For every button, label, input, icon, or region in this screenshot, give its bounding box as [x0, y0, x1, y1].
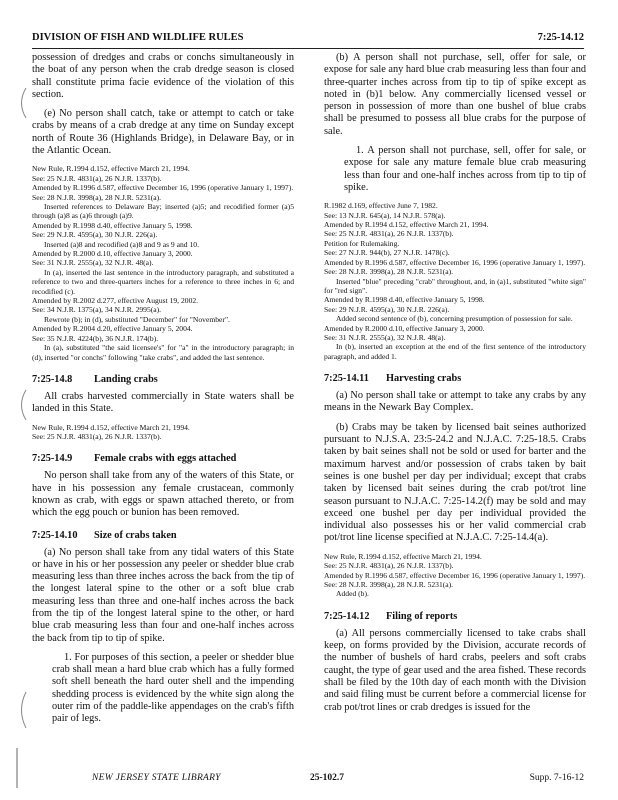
paragraph: (a) All persons commercially licensed to take crabs shall keep, on forms provided by the Division, accurate records of the number of bushels of hard crabs, peelers and soft crabs caught, the type of gear used and the area fished. These records shall be filed by the 10th day of each month with the Division and said filing must be current before a commercial license for crab pot/trot lines or crab dredges is issued for the: [324, 627, 586, 713]
history-note: Amended by R.2002 d.277, effective August 19, 2002.: [32, 296, 199, 306]
history-note: Amended by R.1996 d.587, effective December 16, 1996 (operative January 1, 1997).: [324, 257, 586, 267]
history-note: Amended by R.1996 d.587, effective December 16, 1996 (operative January 1, 1997).: [324, 570, 586, 580]
section-title: Filing of reports: [386, 610, 458, 622]
history-note: See: 25 N.J.R. 4831(a), 26 N.J.R. 1337(b).: [32, 431, 162, 441]
running-header: [32, 32, 584, 49]
section-heading: [32, 453, 294, 464]
history-note: Petition for Rulemaking.: [324, 238, 400, 248]
paragraph: (a) No person shall take from any tidal waters of this State or have in his or her possession any peeler or shedder blue crab measuring less than three inches across the back from the tip of the longest lateral spine to the other or a soft blue crab measuring less than three and one-half inches across the back from the tip of the longest lateral spine to the other, or hard blue crab measuring less than four and one-half inches across the back from tip to tip of spike.: [32, 546, 294, 644]
section-heading: [324, 611, 586, 622]
section-heading: [32, 374, 294, 385]
history-note: New Rule, R.1994 d.152, effective March 21, 1994.: [32, 164, 190, 174]
history-note: Inserted "blue" preceding "crab" throughout, and, in (a)1, substituted "white sign" for "red sign".: [324, 276, 586, 295]
history-note: Amended by R.1994 d.152, effective March 21, 1994.: [324, 220, 489, 230]
right-column: [324, 52, 586, 721]
history-note: Added (b).: [336, 589, 369, 599]
history-note: In (a), substituted "the said licensee's" for "a" in the introductory paragraph; in (d), inserted "or conchs" following "take crabs", and added the last sentence.: [32, 343, 294, 362]
history-note: Rewrote (b); in (d), substituted "December" for "November".: [44, 314, 230, 324]
binder-hole-mark: [14, 690, 30, 730]
paragraph: (e) No person shall catch, take or attempt to catch or take crabs by means of a crab dredge at any time on Sunday except north of Route 36 (Highlands Bridge), in Delaware Bay, or in the Atlantic Ocean.: [32, 108, 294, 157]
history-note: See: 25 N.J.R. 4831(a), 26 N.J.R. 1337(b).: [32, 173, 162, 183]
history-note: New Rule, R.1994 d.152, effective March 21, 1994.: [324, 551, 482, 561]
history-note: In (a), inserted the last sentence in the introductory paragraph, and substituted a reference to two and three-quarters inches for a reference to three inches in 6; and recodified (c).: [32, 267, 294, 296]
history-note: Amended by R.2000 d.10, effective January 3, 2000.: [32, 249, 193, 259]
paragraph: (b) Crabs may be taken by licensed bait seines authorized pursuant to N.J.S.A. 23:5-24.2 and N.J.A.C. 7:25-18.5. Crabs taken by bait seines shall not be sold or used for barter and the maximum harvest and/or possession of crabs taken by bait seines is one bushel per day per individual; except that crabs taken by licensed bait seines during the crab pot/trot line season pursuant to N.J.A.C. 7:25-14.2(f) may be sold and may exceed one bushel per day per individual provided the individual also possesses his or her valid commercial crab pot/trot line license specified at N.J.A.C. 7:25-14.4(a).: [324, 421, 586, 544]
history-note: See: 34 N.J.R. 1375(a), 34 N.J.R. 2995(a).: [32, 305, 162, 315]
history-note: In (b), inserted an exception at the end of the first sentence of the introductory paragraph, and added 1.: [324, 342, 586, 361]
paragraph: 1. A person shall not purchase, sell, offer for sale, or expose for sale any mature female blue crab measuring less than four and one-half inches across from tip to tip of spike.: [344, 145, 586, 193]
history-note: See: 28 N.J.R. 3998(a), 28 N.J.R. 5231(a).: [32, 192, 162, 202]
paragraph: All crabs harvested commercially in State waters shall be landed in this State.: [32, 390, 294, 415]
history-note: Inserted (a)8 and recodified (a)8 and 9 as 9 and 10.: [44, 239, 199, 249]
history-note: See: 31 N.J.R. 2555(a), 32 N.J.R. 48(a).: [324, 332, 446, 342]
paragraph: 1. For purposes of this section, a peeler or shedder blue crab shall mean a hard blue crab which has a fully formed soft shell beneath the hard outer shell and the impending shedding process is evidenced by the white sign along the outer rim of the paddle-like appendages on the crab's fifth pair of legs.: [52, 651, 294, 725]
history-note: Amended by R.2000 d.10, effective January 3, 2000.: [324, 323, 485, 333]
history-notes: [32, 423, 294, 442]
history-note: Added second sentence of (b), concerning presumption of possession for sale.: [336, 314, 573, 324]
page-number: 25-102.7: [310, 773, 345, 783]
history-note: Inserted references to Delaware Bay; inserted (a)5; and recodified former (a)5 through (a)8 as (a)6 through (a)9.: [32, 202, 294, 221]
history-note: See: 28 N.J.R. 3998(a), 28 N.J.R. 5231(a).: [324, 267, 454, 277]
history-note: Amended by R.1998 d.40, effective January 5, 1998.: [32, 220, 193, 230]
history-note: Amended by R.1996 d.587, effective December 16, 1996 (operative January 1, 1997).: [32, 183, 294, 193]
history-note: See: 28 N.J.R. 3998(a), 28 N.J.R. 5231(a).: [324, 579, 454, 589]
library-stamp: NEW JERSEY STATE LIBRARY: [92, 773, 221, 783]
history-notes: [32, 164, 294, 362]
section-title: Landing crabs: [94, 373, 158, 385]
history-note: Amended by R.1998 d.40, effective January 5, 1998.: [324, 295, 485, 305]
history-note: Amended by R.2004 d.20, effective January 5, 2004.: [32, 324, 193, 334]
history-note: R.1982 d.169, effective June 7, 1982.: [324, 201, 438, 211]
page-footer: [32, 773, 584, 787]
section-heading: [324, 373, 586, 384]
binder-hole-mark: [14, 388, 30, 422]
paragraph: (b) A person shall not purchase, sell, offer for sale, or expose for sale any hard blue crab measuring less than four and three-quarter inches across from tip to tip of spike except as noted in (b)1 below. Any commercially licensed vessel or person in possession of more than one bushel of blue crabs shall be presumed to possess all blue crabs for the purpose of sale.: [324, 52, 586, 137]
binder-hole-mark: [14, 86, 30, 120]
section-number: 7:25-14.12: [324, 610, 370, 622]
history-note: New Rule, R.1994 d.152, effective March 21, 1994.: [32, 422, 190, 432]
section-title: Female crabs with eggs attached: [94, 453, 237, 465]
section-number: 7:25-14.10: [32, 529, 78, 541]
section-number: 7:25-14.8: [32, 373, 73, 385]
section-heading: [32, 530, 294, 541]
history-note: See: 25 N.J.R. 4831(a), 26 N.J.R. 1337(b).: [324, 229, 454, 239]
history-note: See: 25 N.J.R. 4831(a), 26 N.J.R. 1337(b).: [324, 561, 454, 571]
history-note: See: 13 N.J.R. 645(a), 14 N.J.R. 578(a).: [324, 210, 446, 220]
section-number: 7:25-14.11: [324, 373, 369, 385]
history-note: See: 27 N.J.R. 944(b), 27 N.J.R. 1478(c).: [324, 248, 450, 258]
paragraph: No person shall take from any of the waters of this State, or have in his possession any female crustacean, commonly known as crab, with eggs or spawn attached thereto, or from which the egg pouch or bunion has been removed.: [32, 470, 294, 519]
header-title: DIVISION OF FISH AND WILDLIFE RULES: [32, 32, 244, 43]
section-title: Size of crabs taken: [94, 529, 177, 541]
supplement-date: Supp. 7-16-12: [529, 773, 584, 783]
section-title: Harvesting crabs: [386, 373, 462, 385]
history-note: See: 31 N.J.R. 2555(a), 32 N.J.R. 48(a).: [32, 258, 154, 268]
history-note: See: 35 N.J.R. 4224(b), 36 N.J.R. 174(b).: [32, 333, 159, 343]
paragraph: possession of dredges and crabs or conchs simultaneously in the boat of any person when the crab dredge season is closed shall constitute prima facie evidence of the violation of this section.: [32, 52, 294, 100]
left-column: [32, 52, 294, 733]
section-number: 7:25-14.9: [32, 453, 73, 465]
history-notes: [324, 552, 586, 599]
history-notes: [324, 201, 586, 361]
paragraph: (a) No person shall take or attempt to take any crabs by any means in the Newark Bay Complex.: [324, 390, 586, 414]
history-note: See: 29 N.J.R. 4595(a), 30 N.J.R. 226(a).: [32, 230, 158, 240]
margin-line-mark: [14, 748, 20, 788]
header-section: 7:25-14.12: [537, 32, 584, 43]
history-note: See: 29 N.J.R. 4595(a), 30 N.J.R. 226(a).: [324, 304, 450, 314]
